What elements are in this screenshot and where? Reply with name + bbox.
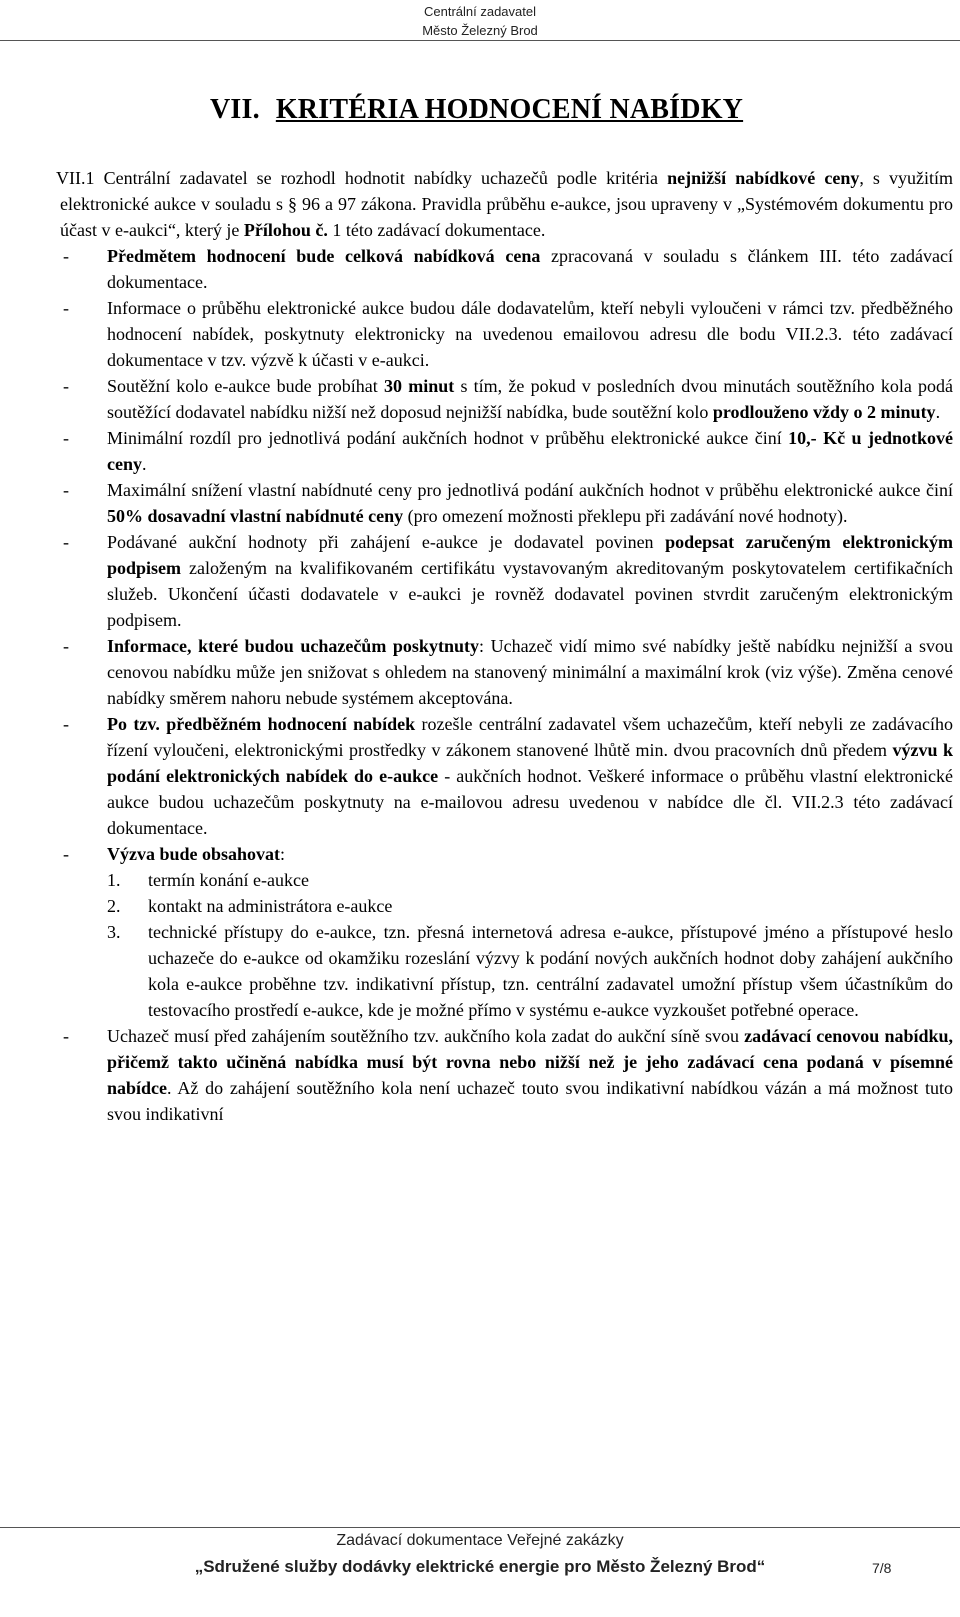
text-span: (pro omezení možnosti překlepu při zadávání nové hodnoty). (403, 506, 848, 526)
list-item (60, 295, 953, 373)
sublist-item (60, 893, 953, 919)
section-title (210, 94, 743, 126)
bold-span: Výzva bude obsahovat (107, 844, 281, 864)
bold-span: prodlouženo vždy o 2 minuty (712, 402, 936, 422)
footer-line-2: „Sdružené služby dodávky elektrické energie pro Město Železný Brod“ (194, 1557, 766, 1576)
list-dash: - (63, 376, 69, 396)
header-rule (0, 40, 960, 41)
sublist-text: kontakt na administrátora e-aukce (148, 896, 393, 916)
list-item (60, 841, 953, 867)
intro-paragraph (56, 165, 954, 243)
section-title-text: KRITÉRIA HODNOCENÍ NABÍDKY (275, 94, 744, 125)
list-dash: - (63, 636, 69, 656)
bold-span: 50% dosavadní vlastní nabídnuté ceny (107, 506, 404, 526)
list-item (60, 633, 953, 711)
page-number: 7/8 (872, 1560, 892, 1576)
text-span: . Až do zahájení soutěžního kola není uchazeč touto svou indikativní nabídkou vázán a má možnost tuto svou indikativní (107, 1078, 953, 1124)
text-span: . (142, 454, 147, 474)
list-dash: - (63, 532, 69, 552)
list-dash: - (63, 480, 69, 500)
sublist-text: technické přístupy do e-aukce, tzn. přesná internetová adresa e-aukce, přístupové jméno a přístupové heslo uchazeče do e-aukce od okamžiku rozeslání výzvy k podání nových aukčních hodnot doby zahájení aukčního kola e-aukce proběhne tzv. indikativní přístup, tzn. centrální zadavatel umožní přístup všem účastníkům do testovacího prostředí e-aukce, kde je možné přímo v systému e-aukce vyzkoušet potřebné operace. (148, 922, 953, 1020)
text-span: . (935, 402, 941, 422)
list-dash: - (63, 1026, 69, 1046)
text-span: Maximální snížení vlastní nabídnuté ceny pro jednotlivá podání aukčních hodnot v průběhu elektronické aukce činí (107, 480, 953, 500)
bold-span: podepsat zaručeným elektronickým podpisem (107, 532, 953, 578)
bold-span: Předmětem hodnocení bude celková nabídková cena (107, 246, 541, 266)
header-line-1: Centrální zadavatel (423, 4, 536, 19)
list-dash: - (63, 246, 69, 266)
sublist-number: 1. (107, 870, 121, 890)
sublist-number: 2. (107, 896, 121, 916)
text-span: Informace o průběhu elektronické aukce budou dále dodavatelům, kteří nebyli vyloučeni v rámci tzv. předběžného hodnocení nabídek, poskytnuty elektronicky na uvedenou emailovou adresu dle bodu VII.2.3. této zadávací dokumentace v tzv. výzvě k účasti v e-aukci. (107, 298, 953, 370)
bold-span: Přílohou č. (243, 220, 328, 240)
list-item (60, 243, 953, 295)
text-span: s tím, že pokud v posledních dvou minutách soutěžního kola podá soutěžící dodavatel nabídku nižší než doposud nejnižší nabídka, bude soutěžní kolo (107, 376, 954, 422)
list-item (60, 711, 953, 841)
bold-span: výzvu k podání elektronických nabídek do e-aukce (107, 740, 953, 786)
text-span: , s využitím elektronické aukce v souladu s § 96 a 97 zákona. Pravidla průběhu e-aukce, jsou upraveny v „Systémovém dokumentu pro účast v e-aukci“, který je (60, 168, 954, 240)
text-span: : Uchazeč vidí mimo své nabídky ještě nabídku nejnižší a svou cenovou nabídku může jen snižovat s ohledem na stanovený minimální a maximální krok (viz výše). Změna cenové nabídky směrem nahoru nebude systémem akceptována. (107, 636, 953, 708)
section-content (56, 165, 954, 1127)
list-dash: - (63, 714, 69, 734)
text-span: Podávané aukční hodnoty při zahájení e-aukce je dodavatel povinen (107, 532, 666, 552)
bold-span: zadávací cenovou nabídku, přičemž takto učiněná nabídka musí být rovna nebo nižší než je jeho zadávací cena podaná v písemné nabídce (107, 1026, 953, 1098)
list-item (60, 477, 953, 529)
bold-span: Informace, které budou uchazečům poskytnuty (107, 636, 479, 656)
list-item (60, 529, 953, 633)
list-dash: - (63, 428, 69, 448)
list-item (60, 1023, 953, 1127)
bold-span: nejnižší nabídkové ceny (667, 168, 860, 188)
text-span: 1 této zadávací dokumentace. (327, 220, 546, 240)
bold-span: 10,- Kč u jednotkové ceny (107, 428, 953, 474)
text-span: rozešle centrální zadavatel všem uchazečům, kteří nebyli ze zadávacího řízení vyloučeni, elektronickými prostředky v zákonem stanovené lhůtě min. dvou pracovních dnů předem (107, 714, 953, 760)
bold-span: 30 minut (384, 376, 455, 396)
text-span: Uchazeč musí před zahájením soutěžního tzv. aukčního kola zadat do aukční síně svou (107, 1026, 745, 1046)
sublist-item (60, 867, 953, 893)
text-span: : (280, 844, 286, 864)
sublist-number: 3. (107, 922, 121, 942)
page-header (0, 2, 960, 40)
list-item (60, 425, 953, 477)
footer-line-1: Zadávací dokumentace Veřejné zakázky (336, 1532, 624, 1549)
text-span: - aukčních hodnot. Veškeré informace o průběhu vlastní elektronické aukce budou uchazečům poskytnuty na e-mailovou adresu uvedenou v nabídce dle čl. VII.2.3 této zadávací dokumentace. (107, 766, 953, 838)
sublist-item (60, 919, 953, 1023)
text-span: VII.1 Centrální zadavatel se rozhodl hodnotit nabídky uchazečů podle kritéria (56, 168, 668, 188)
sublist-text: termín konání e-aukce (148, 870, 309, 890)
section-number: VII. (210, 94, 260, 125)
text-span: Minimální rozdíl pro jednotlivá podání aukčních hodnot v průběhu elektronické aukce činí (107, 428, 789, 448)
text-span: založeným na kvalifikovaném certifikátu vystavovaným akreditovaným poskytovatelem certifikačních služeb. Ukončení účasti dodavatele v e-aukci je rovněž dodavatel povinen stvrdit zaručeným elektronickým podpisem. (107, 558, 953, 630)
text-span: Soutěžní kolo e-aukce bude probíhat (107, 376, 384, 396)
text-span: zpracovaná v souladu s článkem III. této zadávací dokumentace. (107, 246, 953, 292)
list-dash: - (63, 298, 69, 318)
header-line-2: Město Železný Brod (422, 23, 538, 38)
bold-span: Po tzv. předběžném hodnocení nabídek (107, 714, 416, 734)
list-item (60, 373, 953, 425)
footer-rule (0, 1527, 960, 1528)
list-dash: - (63, 844, 69, 864)
